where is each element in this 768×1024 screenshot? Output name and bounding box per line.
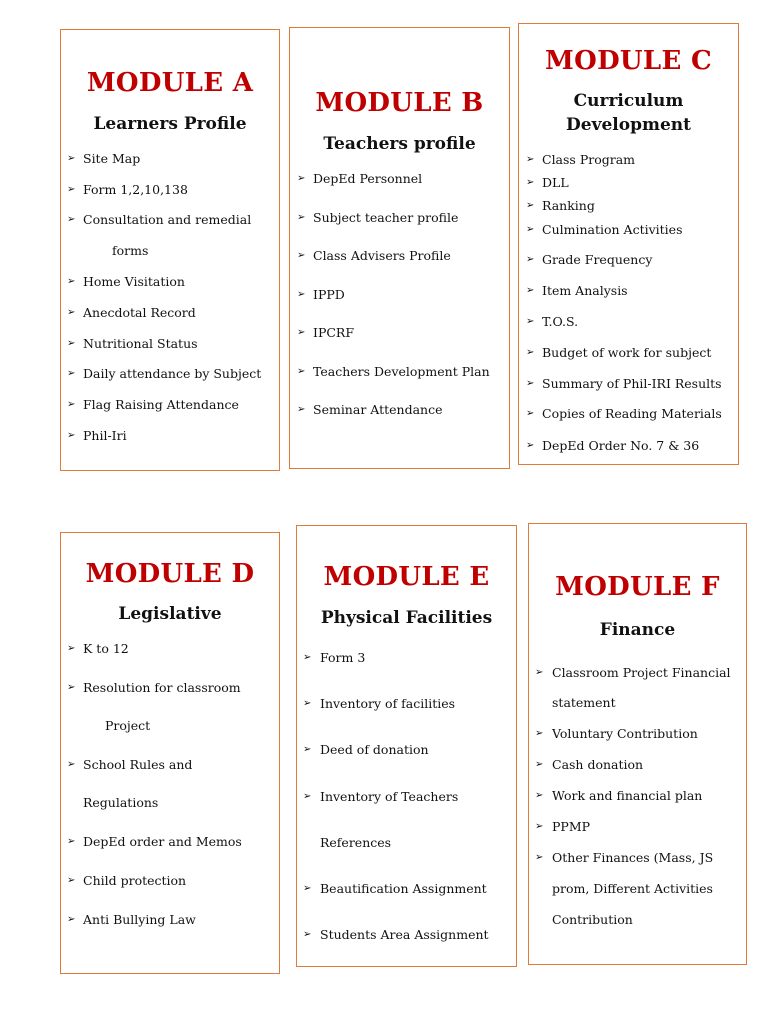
item-text: School Rules and	[83, 757, 193, 772]
item-text: Seminar Attendance	[313, 402, 443, 417]
bullet-arrow-icon: ➢	[535, 852, 544, 863]
item-text: Subject teacher profile	[313, 210, 459, 225]
bullet-arrow-icon: ➢	[67, 430, 76, 441]
item-text-continued: forms	[112, 243, 149, 258]
item-text: Summary of Phil-IRI Results	[542, 376, 722, 391]
bullet-arrow-icon: ➢	[526, 316, 535, 327]
bullet-arrow-icon: ➢	[67, 153, 76, 164]
module-b-card	[289, 27, 510, 469]
bullet-arrow-icon: ➢	[303, 652, 312, 663]
item-text: Deed of donation	[320, 742, 429, 757]
bullet-arrow-icon: ➢	[526, 408, 535, 419]
item-text: Class Program	[542, 152, 636, 167]
bullet-arrow-icon: ➢	[535, 667, 544, 678]
module-subtitle: Teachers profile	[323, 134, 476, 154]
item-text: Other Finances (Mass, JS	[552, 850, 714, 865]
module-d-card	[60, 532, 280, 974]
item-text: Resolution for classroom	[83, 680, 241, 695]
item-text: Anti Bullying Law	[83, 912, 196, 927]
item-text: Home Visitation	[83, 274, 185, 289]
bullet-arrow-icon: ➢	[535, 821, 544, 832]
item-text: Classroom Project Financial	[552, 665, 731, 680]
bullet-arrow-icon: ➢	[526, 285, 535, 296]
bullet-arrow-icon: ➢	[297, 366, 306, 377]
bullet-arrow-icon: ➢	[67, 682, 76, 693]
item-text: Site Map	[83, 151, 141, 166]
item-text: Anecdotal Record	[83, 305, 196, 320]
module-subtitle: Physical Facilities	[320, 608, 493, 628]
item-text: Form 3	[320, 650, 366, 665]
module-subtitle: Legislative	[118, 604, 222, 624]
module-a-card	[60, 29, 280, 471]
bullet-arrow-icon: ➢	[526, 347, 535, 358]
item-text: Cash donation	[552, 757, 644, 772]
bullet-arrow-icon: ➢	[526, 378, 535, 389]
item-text: Nutritional Status	[83, 336, 198, 351]
bullet-arrow-icon: ➢	[297, 173, 306, 184]
bullet-arrow-icon: ➢	[297, 289, 306, 300]
bullet-arrow-icon: ➢	[67, 276, 76, 287]
item-text: Phil-Iri	[83, 428, 127, 443]
bullet-arrow-icon: ➢	[297, 250, 306, 261]
module-f-card	[528, 523, 747, 965]
item-text: Voluntary Contribution	[552, 726, 698, 741]
item-text-continued: statement	[552, 695, 616, 710]
item-text: Copies of Reading Materials	[542, 406, 722, 421]
bullet-arrow-icon: ➢	[303, 791, 312, 802]
item-text: Students Area Assignment	[320, 927, 489, 942]
item-text: DepEd order and Memos	[83, 834, 242, 849]
bullet-arrow-icon: ➢	[67, 307, 76, 318]
item-text: IPCRF	[313, 325, 354, 340]
item-text: T.O.S.	[542, 314, 579, 329]
bullet-arrow-icon: ➢	[297, 327, 306, 338]
item-text: DLL	[542, 175, 569, 190]
item-text: PPMP	[552, 819, 591, 834]
item-text-continued: prom, Different Activities	[552, 881, 713, 896]
module-title: MODULE A	[86, 68, 254, 98]
item-text: Work and financial plan	[552, 788, 703, 803]
module-title: MODULE B	[315, 88, 484, 118]
bullet-arrow-icon: ➢	[67, 914, 76, 925]
module-subtitle: Finance	[599, 620, 676, 640]
bullet-arrow-icon: ➢	[526, 224, 535, 235]
module-subtitle-line-2: Development	[566, 115, 691, 135]
item-text: Beautification Assignment	[320, 881, 487, 896]
item-text-continued: Contribution	[552, 912, 633, 927]
item-text: Grade Frequency	[542, 252, 653, 267]
item-text: Child protection	[83, 873, 187, 888]
bullet-arrow-icon: ➢	[526, 154, 535, 165]
module-title: MODULE C	[545, 46, 712, 76]
module-title: MODULE F	[555, 572, 720, 602]
module-subtitle: Curriculum	[573, 91, 684, 111]
item-text: K to 12	[83, 641, 129, 656]
bullet-arrow-icon: ➢	[303, 929, 312, 940]
item-text-continued: Project	[105, 718, 151, 733]
item-text: DepEd Order No. 7 & 36	[542, 438, 700, 453]
bullet-arrow-icon: ➢	[67, 184, 76, 195]
bullet-arrow-icon: ➢	[526, 200, 535, 211]
item-text: Budget of work for subject	[542, 345, 712, 360]
item-text: Consultation and remedial	[83, 212, 252, 227]
bullet-arrow-icon: ➢	[535, 728, 544, 739]
bullet-arrow-icon: ➢	[67, 214, 76, 225]
bullet-arrow-icon: ➢	[67, 759, 76, 770]
bullet-arrow-icon: ➢	[67, 836, 76, 847]
module-subtitle: Learners Profile	[93, 114, 247, 134]
bullet-arrow-icon: ➢	[303, 883, 312, 894]
item-text: DepEd Personnel	[313, 171, 423, 186]
bullet-arrow-icon: ➢	[297, 212, 306, 223]
bullet-arrow-icon: ➢	[67, 399, 76, 410]
bullet-arrow-icon: ➢	[526, 440, 535, 451]
bullet-arrow-icon: ➢	[526, 177, 535, 188]
module-title: MODULE E	[323, 562, 490, 592]
item-text-continued: References	[320, 835, 392, 850]
item-text: Teachers Development Plan	[313, 364, 490, 379]
item-text: Form 1,2,10,138	[83, 182, 188, 197]
module-e-card	[296, 525, 517, 967]
bullet-arrow-icon: ➢	[67, 368, 76, 379]
item-text-continued: Regulations	[83, 795, 159, 810]
bullet-arrow-icon: ➢	[67, 643, 76, 654]
bullet-arrow-icon: ➢	[526, 254, 535, 265]
module-c-card	[518, 23, 739, 465]
bullet-arrow-icon: ➢	[303, 698, 312, 709]
item-text: Inventory of Teachers	[320, 789, 459, 804]
bullet-arrow-icon: ➢	[297, 404, 306, 415]
bullet-arrow-icon: ➢	[67, 875, 76, 886]
item-text: Culmination Activities	[542, 222, 683, 237]
module-title: MODULE D	[85, 559, 255, 589]
bullet-arrow-icon: ➢	[535, 790, 544, 801]
item-text: Item Analysis	[542, 283, 628, 298]
bullet-arrow-icon: ➢	[535, 759, 544, 770]
item-text: Ranking	[542, 198, 595, 213]
item-text: Class Advisers Profile	[313, 248, 451, 263]
item-text: Daily attendance by Subject	[83, 366, 262, 381]
bullet-arrow-icon: ➢	[67, 338, 76, 349]
item-text: Flag Raising Attendance	[83, 397, 239, 412]
bullet-arrow-icon: ➢	[303, 744, 312, 755]
item-text: Inventory of facilities	[320, 696, 456, 711]
item-text: IPPD	[313, 287, 345, 302]
